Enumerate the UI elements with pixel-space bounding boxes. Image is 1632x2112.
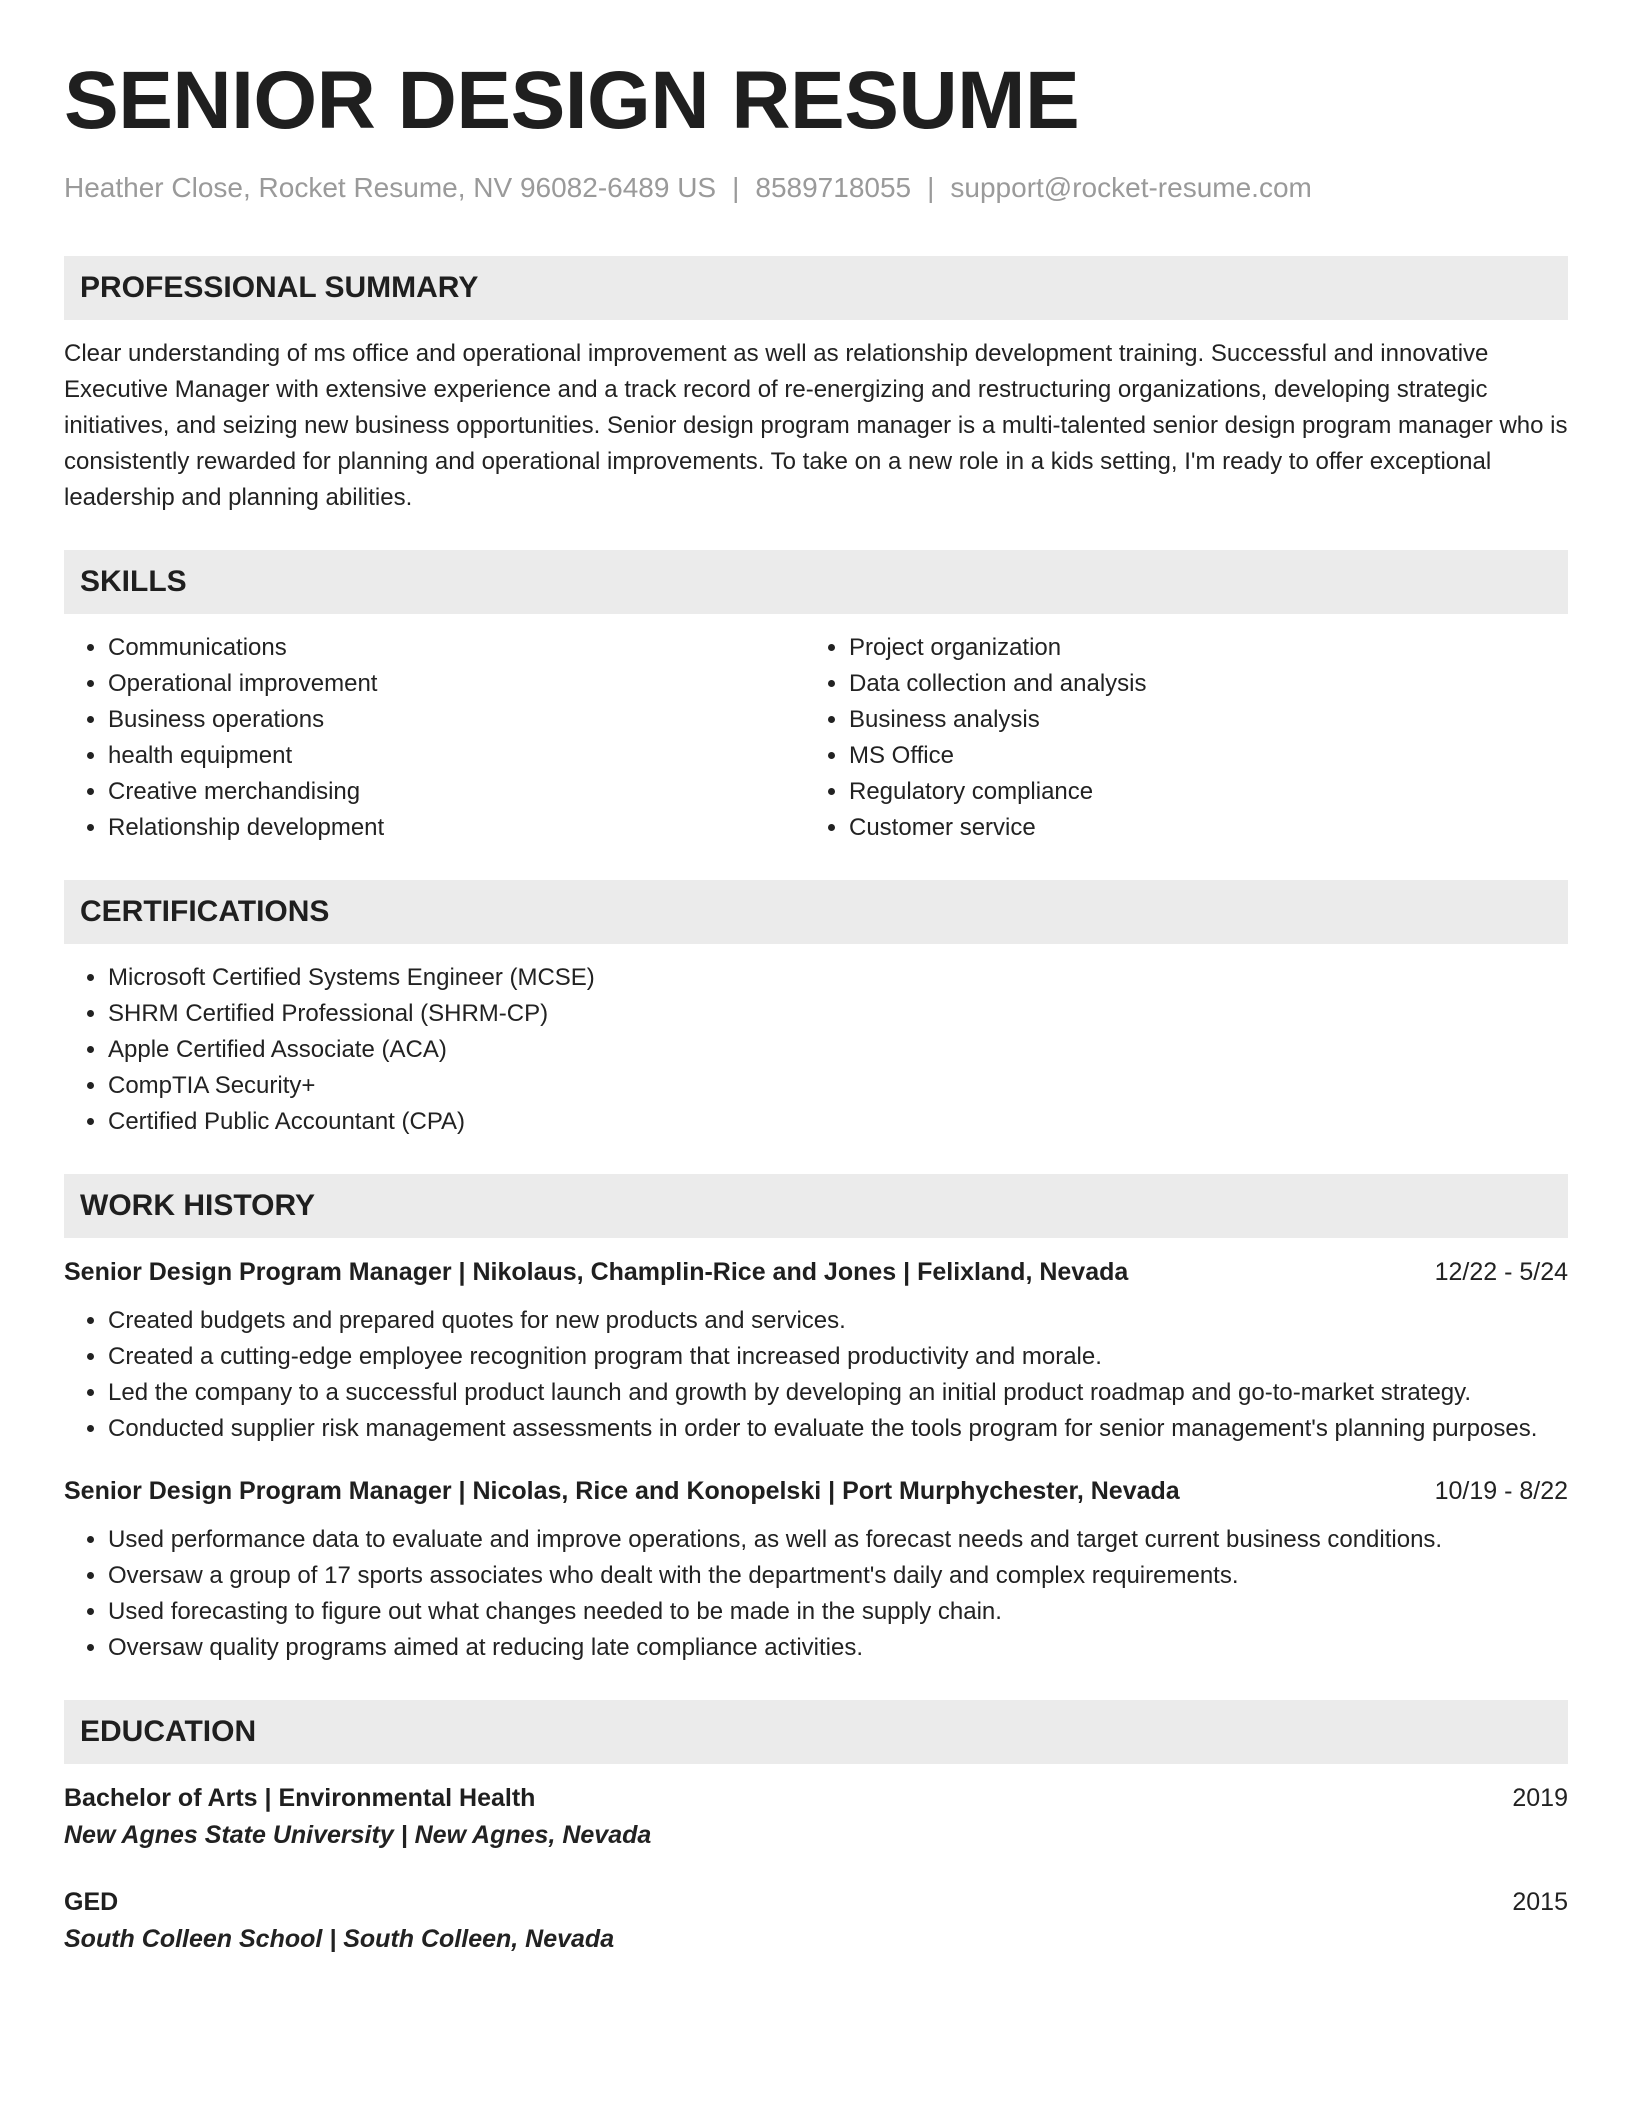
certification-item: • SHRM Certified Professional (SHRM-CP) [108, 996, 1568, 1032]
job-header [64, 1477, 1568, 1506]
education-school: New Agnes State University | New Agnes, Nevada [64, 1821, 652, 1849]
skill-item: • Communications [108, 630, 805, 666]
skills-list-right [805, 630, 1546, 846]
certification-item: • Apple Certified Associate (ACA) [108, 1032, 1568, 1068]
work-history-heading: WORK HISTORY [64, 1174, 1568, 1238]
certifications-heading: CERTIFICATIONS [64, 880, 1568, 944]
contact-line [64, 172, 1568, 204]
contact-separator: | [927, 172, 935, 203]
certifications-section [64, 880, 1568, 1140]
skills-heading: SKILLS [64, 550, 1568, 614]
certifications-list [64, 960, 1568, 1140]
education-school: South Colleen School | South Colleen, Nevada [64, 1925, 615, 1953]
education-heading: EDUCATION [64, 1700, 1568, 1764]
job-bullet: • Used performance data to evaluate and improve operations, as well as forecast needs and target current business conditions. [108, 1522, 1568, 1558]
education-year: 2019 [1512, 1784, 1568, 1812]
education-entry [64, 1784, 1568, 1850]
skills-grid [64, 630, 1568, 846]
skill-item: • Project organization [849, 630, 1546, 666]
job-bullet: • Oversaw quality programs aimed at reducing late compliance activities. [108, 1630, 1568, 1666]
summary-text: Clear understanding of ms office and operational improvement as well as relationship development training. Successful and innovative Executive Manager with extensive experience and a track record of re-energizing and restructuring organizations, developing strategic initiatives, and seizing new business opportunities. Senior design program manager is a multi-talented senior design program manager who is consistently rewarded for planning and operational improvements. To take on a new role in a kids setting, I'm ready to offer exceptional leadership and planning abilities. [64, 340, 1568, 511]
contact-separator: | [732, 172, 740, 203]
education-degree: GED [64, 1888, 119, 1916]
job-title: Senior Design Program Manager | Nikolaus, Champlin-Rice and Jones | Felixland, Nevada [64, 1258, 1129, 1286]
skill-item: • Relationship development [108, 810, 805, 846]
skill-item: • Operational improvement [108, 666, 805, 702]
contact-phone: 8589718055 [755, 172, 912, 203]
resume-title: SENIOR DESIGN RESUME [64, 55, 1080, 146]
certification-item: • Certified Public Accountant (CPA) [108, 1104, 1568, 1140]
job-bullet: • Used forecasting to figure out what changes needed to be made in the supply chain. [108, 1594, 1568, 1630]
education-entry [64, 1888, 1568, 1954]
summary-heading: PROFESSIONAL SUMMARY [64, 256, 1568, 320]
job-bullet: • Led the company to a successful product launch and growth by developing an initial product roadmap and go-to-market strategy. [108, 1375, 1568, 1411]
job-dates: 12/22 - 5/24 [1434, 1258, 1568, 1286]
job-bullet: • Oversaw a group of 17 sports associates who dealt with the department's daily and complex requirements. [108, 1558, 1568, 1594]
skill-item: • Business analysis [849, 702, 1546, 738]
skills-list-left [64, 630, 805, 846]
skill-item: • Data collection and analysis [849, 666, 1546, 702]
contact-address: Heather Close, Rocket Resume, NV 96082-6489 US [64, 172, 717, 203]
skill-item: • MS Office [849, 738, 1546, 774]
job-title: Senior Design Program Manager | Nicolas, Rice and Konopelski | Port Murphychester, Nevada [64, 1477, 1180, 1505]
skill-item: • Business operations [108, 702, 805, 738]
job-entry [64, 1477, 1568, 1666]
job-bullet: • Created budgets and prepared quotes for new products and services. [108, 1303, 1568, 1339]
education-degree: Bachelor of Arts | Environmental Health [64, 1784, 536, 1812]
summary-section [64, 256, 1568, 516]
skill-item: • Customer service [849, 810, 1546, 846]
skill-item: • health equipment [108, 738, 805, 774]
job-bullets [64, 1303, 1568, 1447]
education-header [64, 1784, 1568, 1813]
job-bullets [64, 1522, 1568, 1666]
job-bullet: • Conducted supplier risk management assessments in order to evaluate the tools program for senior management's planning purposes. [108, 1411, 1568, 1447]
job-header [64, 1258, 1568, 1287]
job-entry [64, 1258, 1568, 1447]
skill-item: • Creative merchandising [108, 774, 805, 810]
education-section [64, 1700, 1568, 1954]
certification-item: • CompTIA Security+ [108, 1068, 1568, 1104]
job-bullet: • Created a cutting-edge employee recognition program that increased productivity and morale. [108, 1339, 1568, 1375]
skills-section [64, 550, 1568, 846]
certification-item: • Microsoft Certified Systems Engineer (MCSE) [108, 960, 1568, 996]
work-history-section [64, 1174, 1568, 1666]
education-year: 2015 [1512, 1888, 1568, 1916]
job-dates: 10/19 - 8/22 [1434, 1477, 1568, 1505]
skill-item: • Regulatory compliance [849, 774, 1546, 810]
contact-email: support@rocket-resume.com [950, 172, 1312, 203]
education-header [64, 1888, 1568, 1917]
